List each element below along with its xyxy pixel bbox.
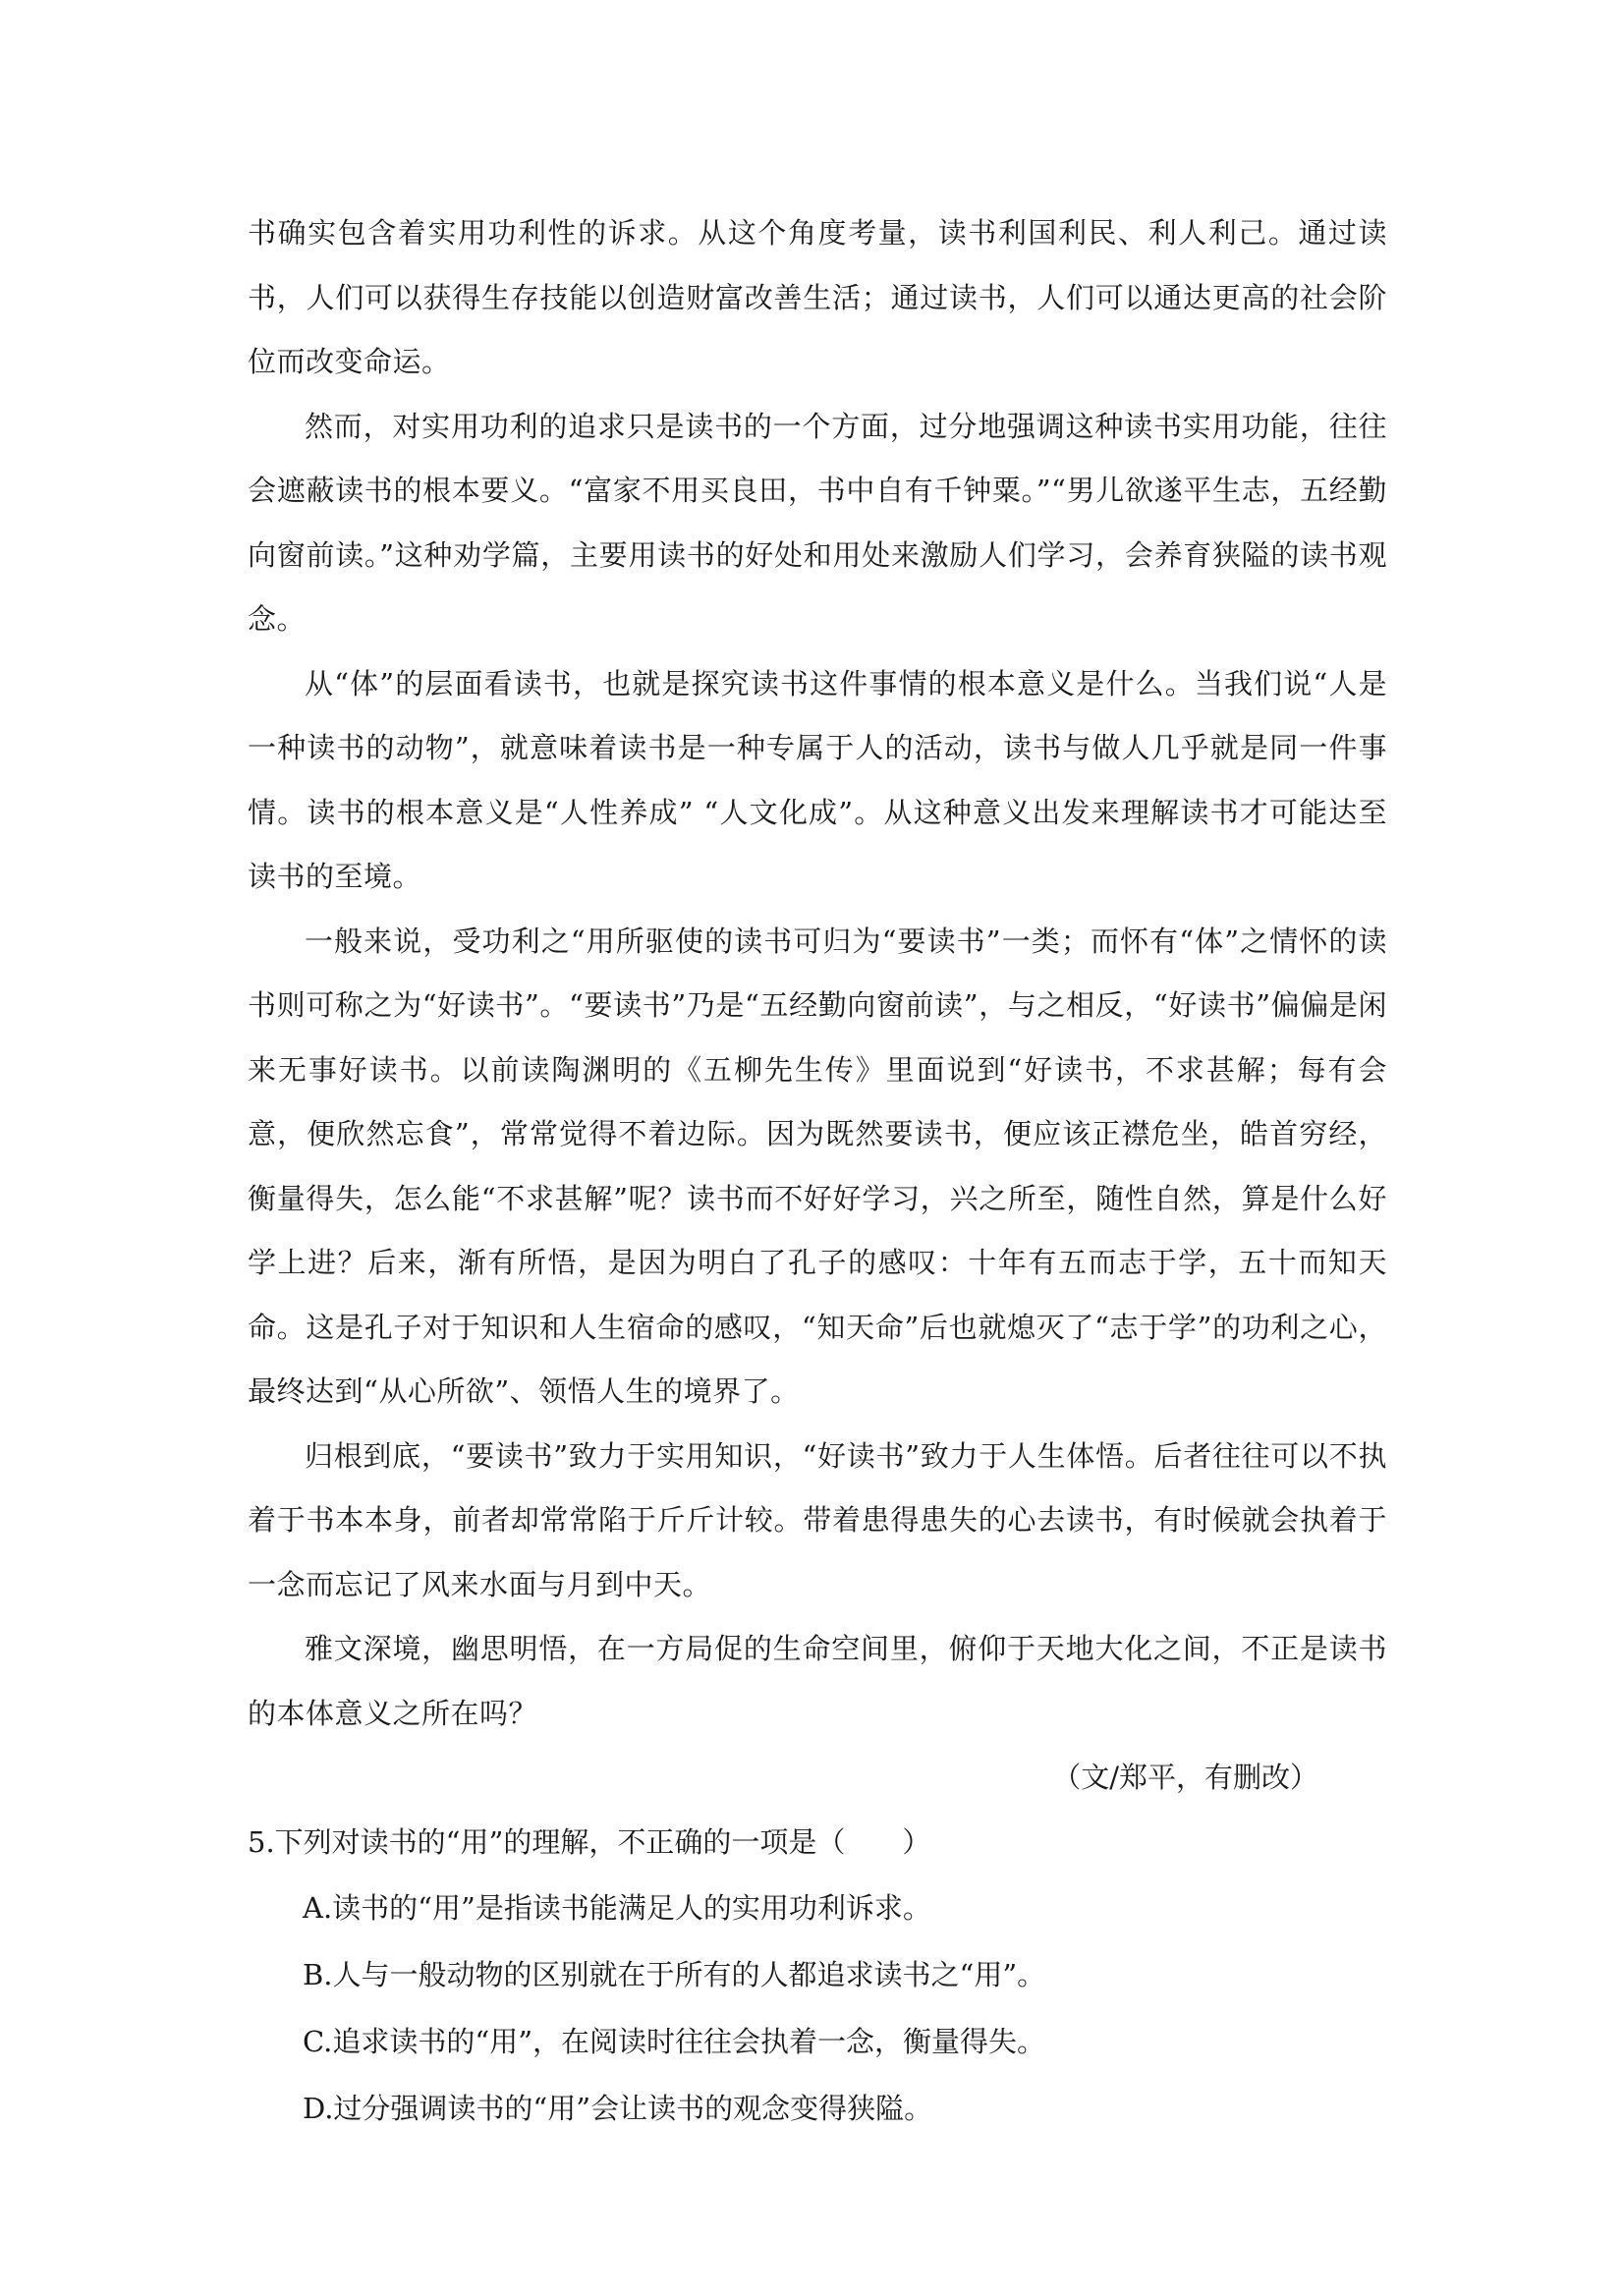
article-body xyxy=(248,201,1387,1811)
article-paragraph-3: 从“体”的层面看读书，也就是探究读书这件事情的根本意义是什么。当我们说“人是一种读书的动物”，就意味着读书是一种专属于人的活动，读书与做人几乎就是同一件事情。读书的根本意义是“人性养成” “人文化成”。从这种意义出发来理解读书才可能达至读书的至境。 xyxy=(248,666,1387,893)
option-b: B.人与一般动物的区别就在于所有的人都追求读书之“用”。 xyxy=(303,1958,1046,1991)
article-paragraph-1: 书确实包含着实用功利性的诉求。从这个角度考量，读书利国利民、利人利己。通过读书，人们可以获得生存技能以创造财富改善生活；通过读书，人们可以通达更高的社会阶位而改变命运。 xyxy=(248,216,1387,378)
article-paragraph-4: 一般来说，受功利之“用所驱使的读书可归为“要读书”一类；而怀有“体”之情怀的读书则可称之为“好读书”。“要读书”乃是“五经勤向窗前读”，与之相反，“好读书”偏偏是闲来无事好读书。以前读陶渊明的《五柳先生传》里面说到“好读书，不求甚解；每有会意，便欣然忘食”，常常觉得不着边际。因为既然要读书，便应该正襟危坐，皓首穷经，衡量得失，怎么能“不求甚解”呢？读书而不好好学习，兴之所至，随性自然，算是什么好学上进？后来，渐有所悟，是因为明白了孔子的感叹：十年有五而志于学，五十而知天命。这是孔子对于知识和人生宿命的感叹，“知天命”后也就熄灭了“志于学”的功利之心，最终达到“从心所欲”、领悟人生的境界了。 xyxy=(248,924,1387,1408)
article-paragraph-5: 归根到底，“要读书”致力于实用知识，“好读书”致力于人生体悟。后者往往可以不执着于书本本身，前者却常常陷于斤斤计较。带着患得患失的心去读书，有时候就会执着于一念而忘记了风来水面与月到中天。 xyxy=(248,1438,1387,1601)
answer-options xyxy=(248,1875,1387,2142)
option-d: D.过分强调读书的“用”会让读书的观念变得狭隘。 xyxy=(303,2092,933,2125)
article-paragraph-6: 雅文深境，幽思明悟，在一方局促的生命空间里，俯仰于天地大化之间，不正是读书的本体意义之所在吗？ xyxy=(248,1632,1387,1730)
option-c: C.追求读书的“用”，在阅读时往往会执着一念，衡量得失。 xyxy=(303,2025,1046,2058)
document-page xyxy=(248,201,1387,2142)
question-stem: 5.下列对读书的“用”的理解，不正确的一项是（ ） xyxy=(248,1824,931,1859)
article-paragraph-2: 然而，对实用功利的追求只是读书的一个方面，过分地强调这种读书实用功能，往往会遮蔽读书的根本要义。“富家不用买良田，书中自有千钟粟。”“男儿欲遂平生志，五经勤向窗前读。”这种劝学篇，主要用读书的好处和用处来激励人们学习，会养育狭隘的读书观念。 xyxy=(248,409,1387,636)
option-a: A.读书的“用”是指读书能满足人的实用功利诉求。 xyxy=(303,1891,931,1925)
question-block xyxy=(248,1811,1387,2143)
article-source: （文/郑平，有删改） xyxy=(1052,1761,1318,1794)
